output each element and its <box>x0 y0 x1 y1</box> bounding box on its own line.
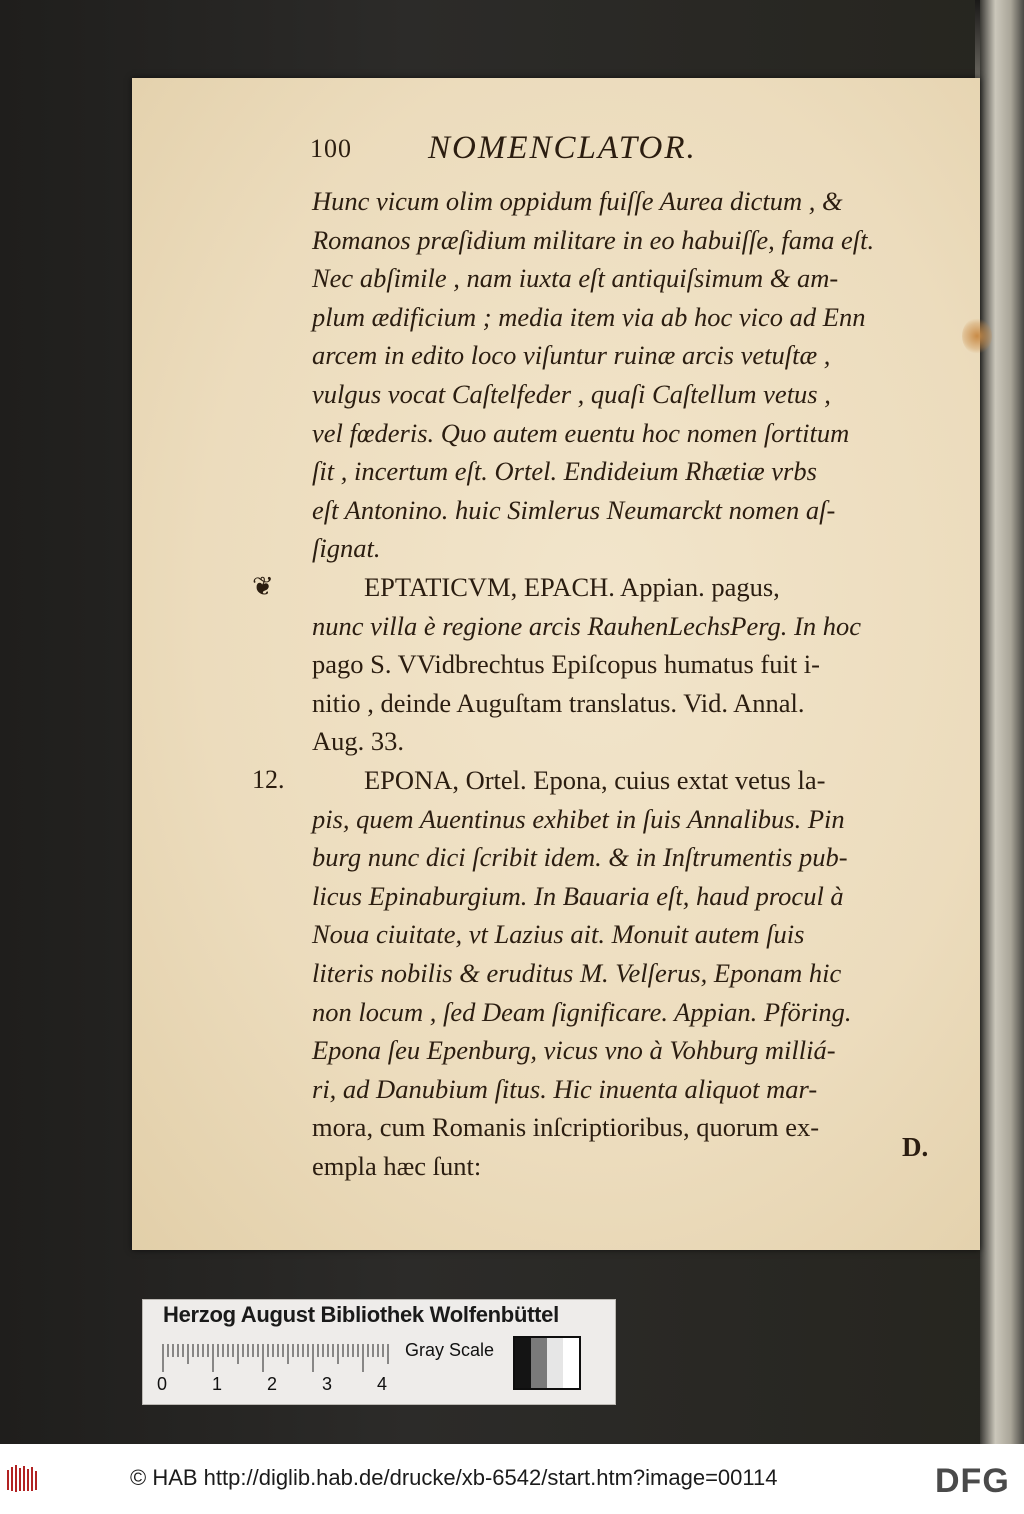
ruler-number: 1 <box>212 1374 223 1394</box>
text-line: burg nunc dici ſcribit idem. & in Inſtrumentis pub- <box>312 842 848 873</box>
next-page-edge <box>980 0 1024 1444</box>
running-head <box>310 130 870 174</box>
color-bar <box>142 1299 616 1405</box>
margin-mark: 12. <box>252 765 285 794</box>
ruler-number: 4 <box>377 1374 388 1394</box>
book-page <box>132 78 980 1250</box>
text-line: ſignat. <box>312 533 381 564</box>
gray-swatches <box>513 1336 581 1390</box>
text-line: mora, cum Romanis inſcriptioribus, quorum ex- <box>312 1112 820 1143</box>
ruler-ticks <box>161 1344 397 1374</box>
text-line: Epona ſeu Epenburg, vicus vno à Vohburg milliá- <box>312 1035 836 1066</box>
dfg-logo: DFG <box>935 1462 1010 1500</box>
text-line: licus Epinaburgium. In Bauaria eſt, haud procul à <box>312 880 844 911</box>
ruler-numbers <box>157 1374 397 1398</box>
footer-copyright: © HAB http://diglib.hab.de/drucke/xb-6542/start.htm?image=00114 <box>130 1465 778 1490</box>
gray-swatch <box>547 1338 563 1388</box>
text-line: Aug. 33. <box>312 726 405 757</box>
text-line: nitio , deinde Auguſtam translatus. Vid. Annal. <box>312 687 805 718</box>
ruler-number: 3 <box>322 1374 333 1394</box>
footer <box>0 1444 1024 1514</box>
running-title: NOMENCLATOR. <box>428 130 697 166</box>
margin-mark: ❦ <box>252 572 274 601</box>
grayscale-label: Gray Scale <box>405 1340 495 1360</box>
text-line: Nec abſimile , nam iuxta eſt antiquiſsimum & am- <box>312 263 839 294</box>
text-line: literis nobilis & eruditus M. Velſerus, Eponam hic <box>312 958 842 988</box>
color-bar-title: Herzog August Bibliothek Wolfenbüttel <box>163 1302 559 1327</box>
text-line: empla hæc ſunt: <box>312 1151 482 1181</box>
text-line: pis, quem Auentinus exhibet in ſuis Annalibus. Pin <box>312 803 845 834</box>
text-line: Noua ciuitate, vt Lazius ait. Monuit autem ſuis <box>312 919 805 950</box>
paper-stain <box>962 318 992 354</box>
text-line: Hunc vicum olim oppidum fuiſſe Aurea dictum , & <box>312 186 843 216</box>
library-logo-icon <box>6 1464 40 1494</box>
catchword: D. <box>902 1132 929 1162</box>
text-line: arcem in edito loco viſuntur ruinæ arcis vetuſtæ , <box>312 340 831 371</box>
text-line: ſit , incertum eſt. Ortel. Endideium Rhætiæ vrbs <box>312 456 817 487</box>
text-line: non locum , ſed Deam ſignificare. Appian. Pföring. <box>312 996 852 1027</box>
text-line: vel fœderis. Quo autem euentu hoc nomen ſortitum <box>312 417 850 448</box>
text-line: eſt Antonino. huic Simlerus Neumarckt nomen aſ- <box>312 494 836 525</box>
text-line: nunc villa è regione arcis RauhenLechsPerg. In hoc <box>312 610 861 641</box>
gray-swatch <box>531 1338 547 1388</box>
text-line: EPTATICVM, EPACH. Appian. pagus, <box>364 572 780 602</box>
ruler-number: 0 <box>157 1374 168 1394</box>
text-line: ri, ad Danubium ſitus. Hic inuenta aliquot mar- <box>312 1073 818 1104</box>
gray-swatch <box>563 1338 579 1388</box>
text-line: EPONA, Ortel. Epona, cuius extat vetus la- <box>364 765 826 795</box>
gray-swatch <box>515 1338 531 1388</box>
text-line: pago S. VVidbrechtus Epiſcopus humatus fuit i- <box>312 649 820 680</box>
text-line: Romanos præſidium militare in eo habuiſſe, fama eſt. <box>312 224 875 255</box>
text-line: vulgus vocat Caſtelfeder , quaſi Caſtellum vetus , <box>312 379 831 409</box>
page-number: 100 <box>310 134 352 163</box>
ruler-number: 2 <box>267 1374 278 1394</box>
text-line: plum ædificium ; media item via ab hoc vico ad Enn <box>312 301 866 332</box>
